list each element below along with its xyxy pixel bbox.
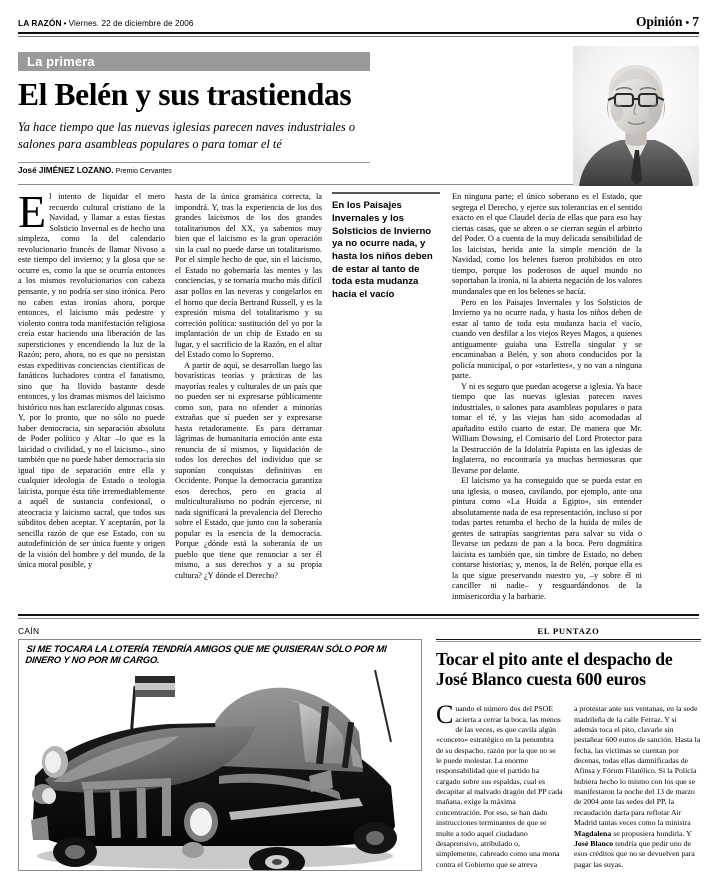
section-separator: • — [685, 17, 690, 29]
puntazo-kicker-divider — [436, 639, 701, 642]
person-name-jose-blanco: José Blanco — [574, 838, 614, 848]
masthead-separator: • — [63, 19, 67, 28]
text-run: tendría que pedir uno de esos créditos que no se devuelven para pagar las suyas. — [574, 838, 695, 869]
byline-divider — [18, 162, 370, 163]
byline-author: José JIMÉNEZ LOZANO. — [18, 166, 114, 176]
text-run: se propusiera hundirla. Y — [611, 828, 692, 838]
publication-name: LA RAZÓN — [18, 18, 62, 28]
official-car-illustration-icon — [19, 670, 421, 870]
author-portrait — [573, 46, 699, 186]
paragraph — [574, 704, 701, 870]
pullquote: En los Paisajes Invernales y los Solsticios de Invierno ya no ocurre nada, y hasta los niños deben de estar al tanto de toda esta mudanza hacia el vacío — [332, 200, 433, 300]
paragraph: A partir de aquí, se desarrollan luego las bovarísticas teorías y prácticas de las mayorías reales y culturales de un país que no pueden ser ni expresarse públicamente como son, para no ofender a minorías extrañas que sí pueden ser y expresarse hasta retadoramente. Es para derramar lágrimas de humanitaria emoción ante esta renuncia de sí mismos, y liquidación de todos los derechos del individuo que se suponían conquistas definitivas en Occidente. Porque la democracia garantiza esos derechos, pero en gracia al multiculturalismo no podrán ejercerse, ni nada significará la prevalencia del Derecho sobre el Estado, que junto con la soberanía popular es la esencia de la democracia. Porque ¿dónde está la soberanía de un pueblo que tiene que renunciar a ser él mismo, a sus derechos y a su propia cultura? ¿Y dónde el Derecho? — [175, 360, 322, 580]
body-column-3 — [332, 192, 452, 602]
flag-icon — [135, 676, 175, 697]
paragraph: hasta de la única gramática correcta, la impondrá. Y, tras la experiencia de los dos grandes laicismos de los dos grandes totalitarismos del XX, ya sabemos muy bien que el laicismo es la gran operación sin la cual no puede darse un totalitarismo. Por el simple hecho de que, sin el laicismo, el Estado no gobernaría las mentes y las conciencias, y se tornaría mucho más difícil asar pollos en las neveras y congelarlos en el horno que decía Bertrand Russell, y es la expresión misma del totalitarismo y su correción política: sustitución del yo por la implantación de un chip de Estado en su lugar, y el sacrificio de la Razón, en el altar del Estado como lo Supremo. — [175, 192, 322, 360]
body-column-1 — [18, 186, 175, 602]
cartoon-block — [18, 626, 436, 871]
paragraph: Y ni es seguro que puedan acogerse a iglesia. Ya hace tiempo que las nuevas iglesias parecen naves industriales, o salones para asambleas populares o para tomar el té, y las viejas han sido acomodadas al apañadito estilo cuarto de estar. De manera que Mr. William Dowsing, el Comisario del Lord Protector para la Destrucción de la Idolatría Papista en las iglesias de Inglaterra, no encontraría ya muchas hermosuras que llevarse por delante. — [452, 381, 642, 475]
puntazo-column-right — [574, 704, 701, 870]
puntazo-headline: Tocar el pito ante el despacho de José Blanco cuesta 600 euros — [436, 648, 673, 689]
paragraph: En ninguna parte; el único soberano es el Estado, que segrega el Derecho, y ejerce sus tolerancias en el sentido exacto en el que Claudel decía de ellas que para eso hay ciertas casas, que se abren o se cierran según el arbitrio del Poder. O a cuenta de la muy delicada sensibilidad de los laicistas, herida ante la simple mención de la Navidad, como los belenes fueron prohibidos en otro tiempo, porque los poderosos de aquel mundo no soportaban la ironía, ni la abierta negación de los valores mundanales que en los belenes se hacía. — [452, 192, 642, 296]
puntazo-column-left — [436, 700, 563, 870]
paragraph: El intento de liquidar el mero recuerdo cultural cristiano de la Navidad, y llamar a estas fiestas Solsticio Invernal es de hecho una simpleza, como la del calendario revolucionario francés de llamar Nivoso a este tiempo del invierno; y la glosa que se ocurre es, como la que se ocurría entonces a los mismos revolucionarios con cabeza pensante, y no podría ser sino irónica. Pero no caben estas ironías ahora, porque entonces, el laicismo más pedestre y violento contra toda manifestación religiosa creía estar haciendo una liberación de las supersticiones y encendiendo la luz de la Razón; pero, ahora, no es que no persistan estas expeditivas conciencias científicas de fanáticos luchadores contra el fanatismo, sino que ha llovido bastante desde entonces, y los dramas mismos del laicismo histórico nos han esclarecido algunas cosas. Y, por lo pronto, que no sólo no puede haber democracia, sin separación absoluta de Poder político y Altar –lo que es la laicidad o civilidad, y no el laicismo–, sino también que no puede haber democracia sin igual tipo de separación entre ella y cualquier ideologia de Estado o teologia laicista, porque ésta tiñe irremediablemente a aquél de sustancia confesional, o ateocracia y laicismo sacral, que todos sus súbditos deben aceptar. Y aceptarán, por la sencilla razón de que ese Estado, con su autodefinición de ser única fuente y origen de la visión del hombre y del mundo, de la única moral posible, y — [18, 186, 165, 570]
pullquote-divider — [332, 192, 440, 194]
page-title: El Belén y sus trastiendas — [18, 76, 352, 112]
lead-article-header — [18, 52, 699, 176]
masthead — [18, 14, 699, 29]
cartoon-frame — [18, 639, 422, 871]
puntazo-kicker: EL PUNTAZO — [537, 625, 600, 636]
section-kicker-bar — [18, 52, 370, 71]
wheel-icon — [53, 837, 97, 867]
article-body-columns — [18, 186, 699, 602]
section-name: Opinión — [636, 14, 683, 29]
wheel-icon — [353, 822, 397, 854]
person-name-magdalena: Magdalena — [574, 828, 612, 838]
article-deck: Ya hace tiempo que las nuevas iglesias parecen naves industriales o salones para asambleas populares o para tomar el té — [18, 119, 356, 151]
masthead-divider — [18, 32, 699, 37]
issue-date: Viernes. 22 de diciembre de 2006 — [68, 19, 194, 28]
cartoon-caption: SI ME TOCARA LA LOTERÍA TENDRÍA AMIGOS QUE ME QUISIERAN SÓLO POR MI DINERO Y NO POR MI CARGO. — [24, 642, 388, 665]
cartoonist-name: CAÍN — [18, 625, 40, 636]
section-kicker-label: La primera — [27, 53, 95, 69]
paragraph: Pero en los Paisajes Invernales y los Solsticios de Invierno ya no ocurre nada, y hasta los niños deben de estar al tanto de toda esta mudanza hacia el vacío, cuando ven desfilar a los viejos Reyes Magos, a quienes antiguamente guiaba una Estrella singular y se encaminaban a Belén, y son ahora conducidos por la policía municipal, o por «starlettes», y no van a ninguna parte. — [452, 297, 642, 381]
paragraph: El laicismo ya ha conseguido que se pueda estar en una iglesia, o museo, cavilando, por ejemplo, ante una pintura como «La Huida a Egipto», sin entender absolutamente nada de esa representación, incluso si por todas partes retumba el hecho de la huida de miles de gentes de satrapías sangrientas para salvar su vida o llevarse un pedazo de pan a la boca. Pero dogmática laicista es también que, sin timbre de Estado, no deben contarse historias; y, menos, la de Belén, porque ella es la que sigue preservando nuestro yo, –y sobre él ni canciller ni nadie– y resguardándonos de la inmisericordia y la barbarie. — [452, 476, 642, 601]
body-column-2 — [175, 192, 332, 602]
byline-award: Premio Cervantes — [115, 168, 172, 176]
text-run: a protestar ante sus ventanas, en la sede madrileña de la calle Ferraz. Y si además toca el pito, clavarle sin pestañear 600 euros de sanción. Hasta la fecha, las víctimas se cuentan por decenas, todas ellas damnificadas de Afinsa y Fórum Filatélico. Si la Policía hubiera hecho lo mismo con los que se manifestaron la noche del 13 de marzo de 2004 ante las sedes del PP, la recaudación daría para reflotar Air Madrid tantas veces como la ministra — [574, 704, 701, 828]
page-number: 7 — [692, 14, 699, 29]
masthead-right — [636, 14, 699, 30]
paragraph: Cuando el número dos del PSOE acierta a cerrar la boca, las menos de las veces, es que cavila algún «conceto» estratégico en la penumbra de su despacho, razón por la que no se le puede molestar. La enorme responsabilidad que el partido ha cargado sobre sus espaldas, cual es decapitar al malvado dragón del PP cada mañana, exige la máxima concentración. Por eso, se han dado instrucciones terminantes de que se multe a todo aquel ciudadano desaprensivo, atribulado o, simplemente, cabreado como una mona contra el Gobierno que se atreva — [436, 700, 563, 869]
portrait-photo-icon — [573, 46, 699, 186]
body-column-4 — [452, 192, 642, 602]
puntazo-article — [436, 626, 701, 871]
byline — [18, 166, 378, 175]
masthead-left — [18, 18, 194, 28]
lower-section — [18, 626, 699, 871]
lower-section-divider — [18, 614, 699, 618]
puntazo-columns — [436, 700, 701, 870]
